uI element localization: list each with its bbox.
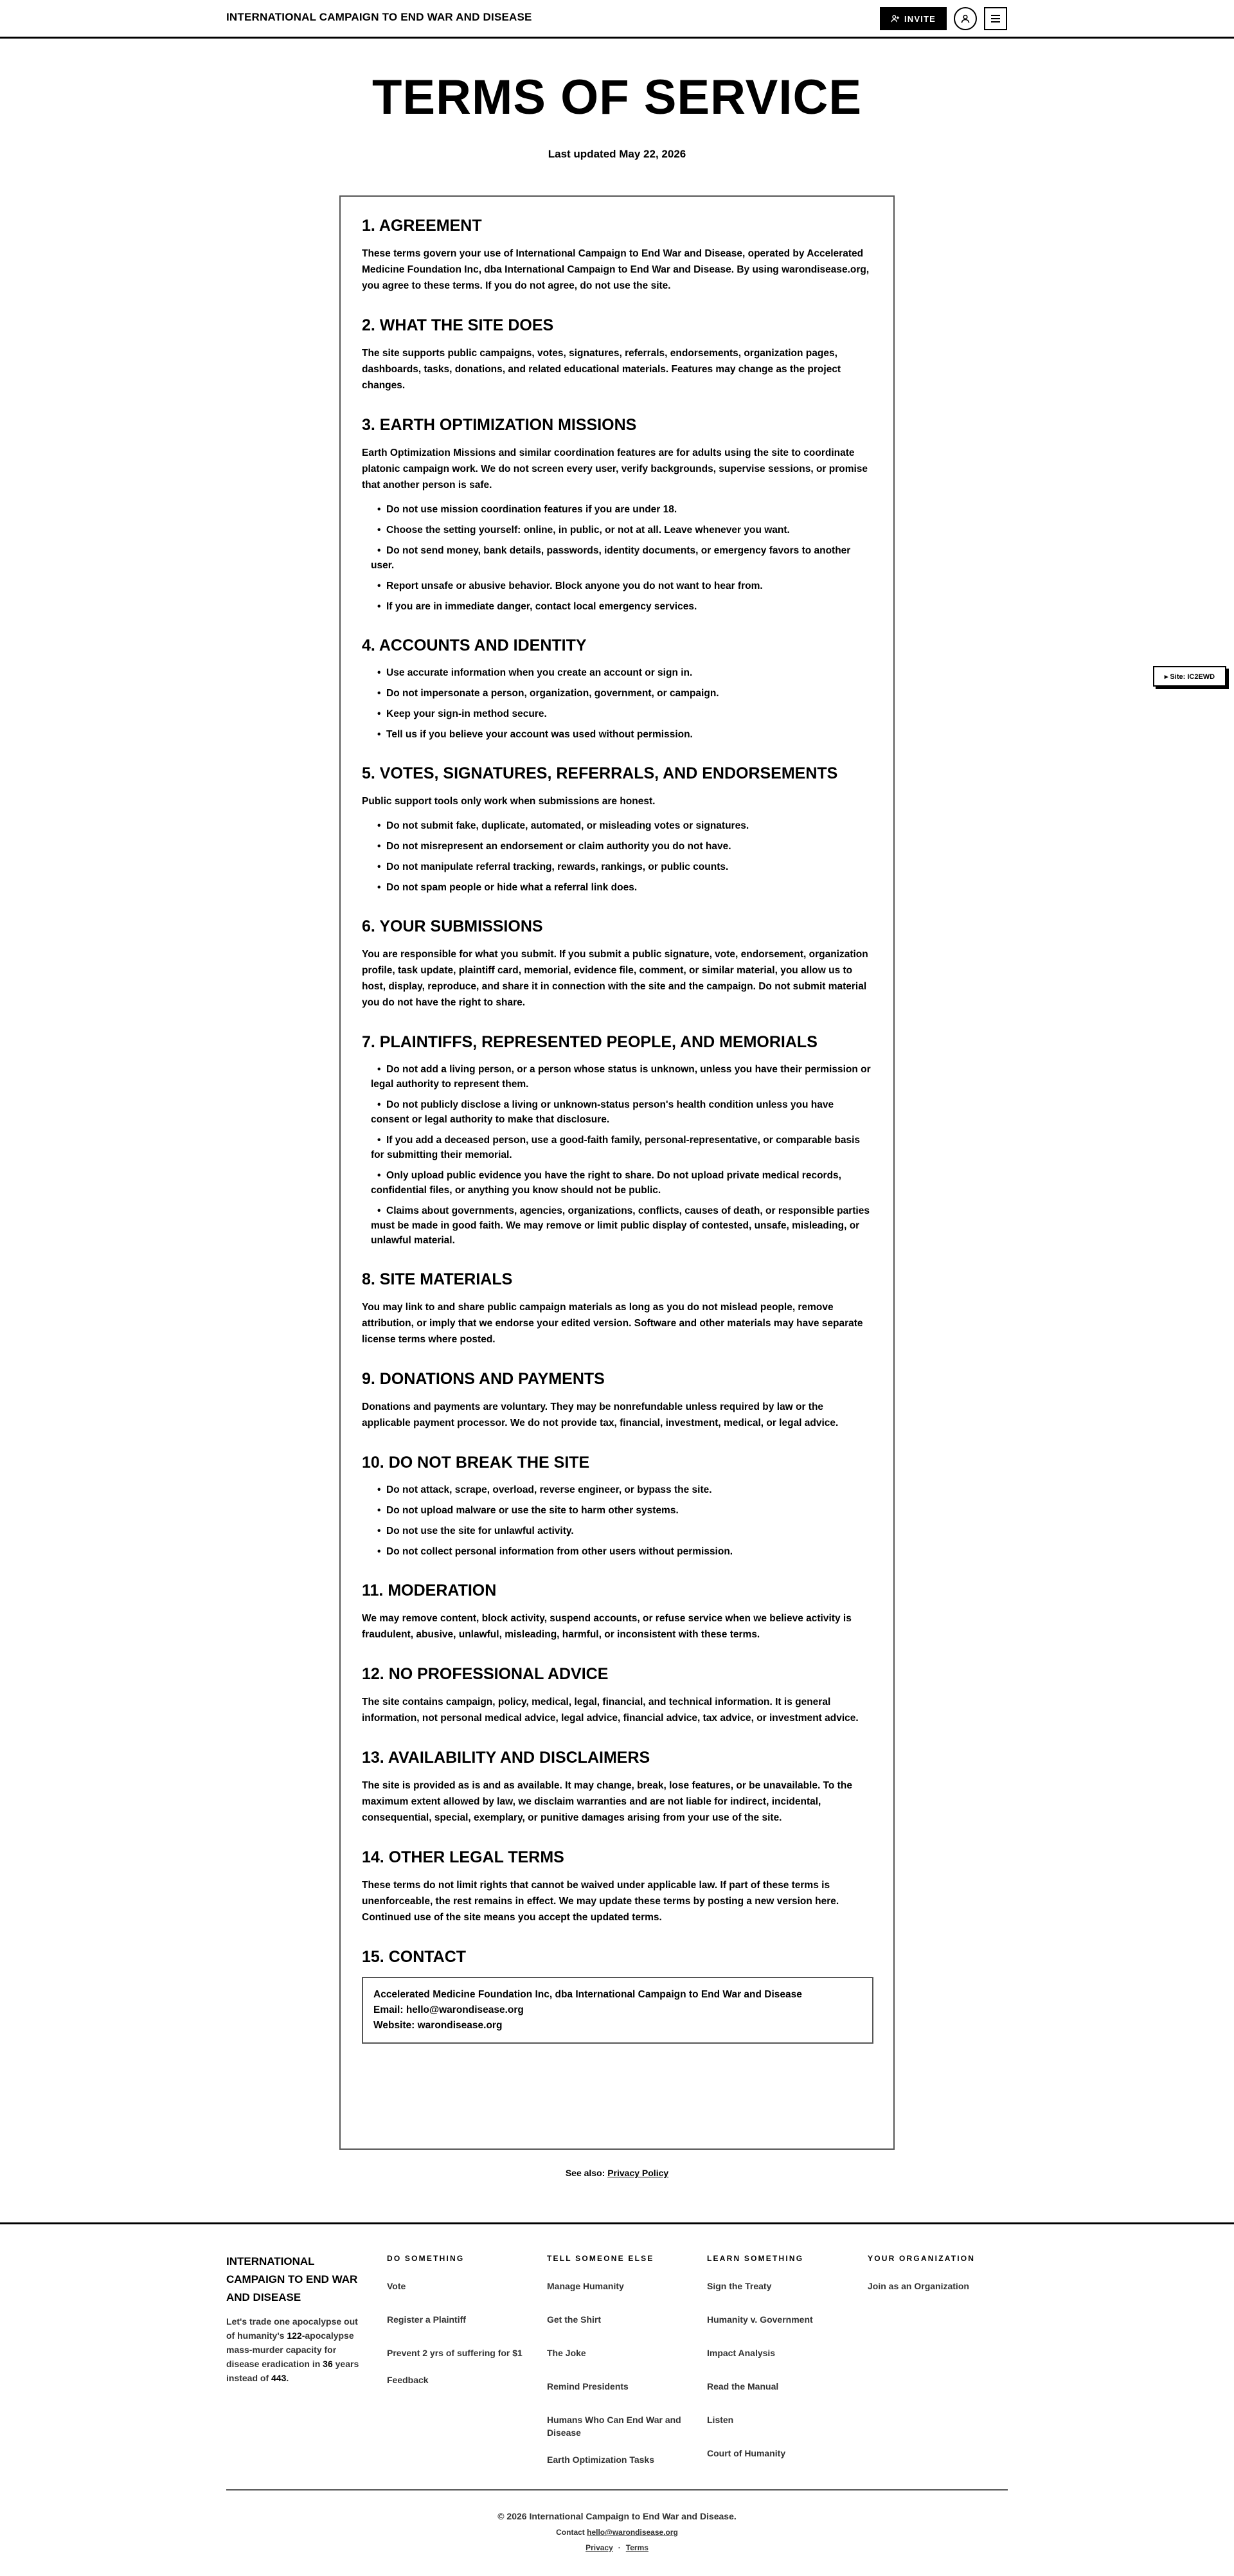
list-item: • Do not upload malware or use the site to harm other systems. [362,1503,873,1518]
list-item: • Do not submit fake, duplicate, automated, or misleading votes or signatures. [362,818,873,833]
list-item: • If you are in immediate danger, contact local emergency services. [362,599,873,614]
tagline-text: years instead of [226,2359,359,2383]
section-heading: 8. SITE MATERIALS [362,1270,513,1288]
footer-link[interactable]: Register a Plaintiff [387,2314,466,2325]
section-donations [362,1369,873,1431]
hamburger-icon [990,14,1001,23]
list-item: • Do not use mission coordination features if you are under 18. [362,502,873,517]
tagline-text: Let's trade one apocalypse out of humanity's [226,2316,358,2341]
section-do-not-break [362,1453,873,1559]
menu-button[interactable] [984,7,1007,30]
footer-contact-email[interactable]: hello@warondisease.org [587,2528,678,2537]
footer-col-your-organization [868,2254,1009,2313]
footer-contact [0,2528,1234,2537]
footer-link[interactable]: Prevent 2 yrs of suffering for $1 [387,2348,523,2358]
list-item: • Claims about governments, agencies, organizations, conflicts, causes of death, or responsible parties must be made in good faith. We may remove or limit public display of contested, unsafe, misleading, or unlawful material. [362,1203,873,1248]
tagline-text: -apocalypse mass-murder capacity for disease eradication in [226,2330,354,2369]
see-also-label: See also: [565,2168,605,2178]
site-badge[interactable]: ▸ Site: IC2EWD [1153,666,1226,687]
user-plus-icon [891,14,900,23]
terms-card [339,195,895,2150]
section-moderation [362,1581,873,1643]
section-earth-optimization [362,415,873,614]
section-no-advice [362,1664,873,1726]
tagline-number: 443 [271,2373,287,2383]
section-votes [362,764,873,895]
section-list [362,502,873,614]
list-item: • Do not spam people or hide what a referral link does. [362,880,873,895]
list-item: • Only upload public evidence you have the right to share. Do not upload private medical records, confidential files, or anything you know should not be public. [362,1168,873,1198]
section-plaintiffs [362,1032,873,1248]
invite-button[interactable] [880,7,947,30]
section-heading: 12. NO PROFESSIONAL ADVICE [362,1665,609,1683]
tagline-number: 122 [287,2330,302,2341]
list-item: • Do not collect personal information from other users without permission. [362,1544,873,1559]
invite-label: INVITE [904,14,936,24]
section-heading: 14. OTHER LEGAL TERMS [362,1848,564,1866]
footer-link[interactable]: Get the Shirt [547,2314,602,2325]
section-heading: 7. PLAINTIFFS, REPRESENTED PEOPLE, AND MEMORIALS [362,1033,818,1051]
footer-link[interactable]: Humanity v. Government [707,2314,813,2325]
section-what-the-site-does [362,316,873,393]
section-list [362,665,873,742]
footer-col-heading: TELL SOMEONE ELSE [547,2254,654,2263]
footer-link[interactable]: Court of Humanity [707,2448,786,2458]
list-item: • Choose the setting yourself: online, in public, or not at all. Leave whenever you want. [362,523,873,537]
footer-col-learn-something [707,2254,848,2480]
list-item: • Do not publicly disclose a living or unknown-status person's health condition unless you have consent or legal authority to make that disclosure. [362,1097,873,1127]
footer-brand[interactable]: INTERNATIONAL CAMPAIGN TO END WAR AND DISEASE [226,2255,358,2303]
last-updated: Last updated May 22, 2026 [548,148,686,160]
section-list [362,1482,873,1559]
footer-legal-links [0,2543,1234,2552]
footer-contact-label: Contact [556,2528,587,2537]
list-item: • Tell us if you believe your account was used without permission. [362,727,873,742]
section-heading: 6. YOUR SUBMISSIONS [362,917,543,935]
section-other-legal [362,1848,873,1925]
footer-divider [226,2489,1008,2490]
footer-link[interactable]: Feedback [387,2375,429,2385]
section-availability [362,1748,873,1826]
section-accounts [362,636,873,742]
section-body: Public support tools only work when submissions are honest. [362,796,656,807]
privacy-policy-link[interactable]: Privacy Policy [607,2168,669,2178]
section-list [362,1062,873,1248]
footer-link[interactable]: Remind Presidents [547,2381,629,2391]
footer-link[interactable]: Vote [387,2281,406,2291]
section-body: You may link to and share public campaign materials as long as you do not mislead people, remove attribution, or imply that we endorse your edited version. Software and other materials may have separate license terms where posted. [362,1302,863,1345]
footer-link[interactable]: Humans Who Can End War and Disease [547,2415,681,2438]
section-body: These terms do not limit rights that cannot be waived under applicable law. If part of these terms is unenforceable, the rest remains in effect. We may update these terms by posting a new version here. Continued use of the site means you accept the updated terms. [362,1880,839,1923]
footer-link[interactable]: Listen [707,2415,734,2425]
footer-terms-link[interactable]: Terms [625,2543,648,2552]
section-heading: 11. MODERATION [362,1581,497,1599]
contact-org: Accelerated Medicine Foundation Inc, dba International Campaign to End War and Disease [373,1989,802,2000]
section-body: The site is provided as is and as available. It may change, break, lose features, or be unavailable. To the maximum extent allowed by law, we disclaim warranties and are not liable for indirect, incidental, consequential, special, exemplary, or punitive damages arising from your use of the site. [362,1780,852,1823]
account-button[interactable] [954,7,977,30]
user-icon [960,14,970,24]
section-body: We may remove content, block activity, suspend accounts, or refuse service when we believe activity is fraudulent, abusive, unlawful, misleading, harmful, or inconsistent with these terms. [362,1613,852,1640]
section-heading: 2. WHAT THE SITE DOES [362,316,554,334]
footer-link[interactable]: Manage Humanity [547,2281,624,2291]
list-item: • If you add a deceased person, use a good-faith family, personal-representative, or comparable basis for submitting their memorial. [362,1133,873,1162]
section-site-materials [362,1270,873,1347]
list-item: • Do not send money, bank details, passwords, identity documents, or emergency favors to another user. [362,543,873,573]
list-item: • Keep your sign-in method secure. [362,707,873,721]
footer-privacy-link[interactable]: Privacy [586,2543,613,2552]
contact-website[interactable]: Website: warondisease.org [373,2020,503,2031]
contact-email[interactable]: Email: hello@warondisease.org [373,2004,524,2015]
section-heading: 9. DONATIONS AND PAYMENTS [362,1370,605,1388]
footer-link[interactable]: Join as an Organization [868,2281,969,2291]
page-title: TERMS OF SERVICE [371,70,863,125]
section-body: Earth Optimization Missions and similar coordination features are for adults using the site to coordinate platonic campaign work. We do not screen every user, verify backgrounds, supervise sessions, or promise that another person is safe. [362,447,868,491]
footer-link[interactable]: Impact Analysis [707,2348,776,2358]
section-body: The site contains campaign, policy, medical, legal, financial, and technical information. It is general information, not personal medical advice, legal advice, financial advice, tax advice, or investment advice. [362,1697,859,1724]
footer-col-heading: LEARN SOMETHING [707,2254,804,2263]
see-also [0,2168,1234,2178]
tagline-number: 36 [323,2359,333,2369]
section-heading: 4. ACCOUNTS AND IDENTITY [362,636,587,654]
footer-separator: · [618,2543,621,2552]
footer-link[interactable]: The Joke [547,2348,586,2358]
footer-copyright: © 2026 International Campaign to End War and Disease. [497,2511,737,2521]
footer-tagline [226,2314,361,2385]
section-agreement [362,216,873,294]
section-body: The site supports public campaigns, votes, signatures, referrals, endorsements, organization pages, dashboards, tasks, donations, and related educational materials. Features may change as the project changes. [362,348,841,391]
section-heading: 15. CONTACT [362,1948,467,1966]
section-heading: 5. VOTES, SIGNATURES, REFERRALS, AND ENDORSEMENTS [362,764,838,782]
section-heading: 13. AVAILABILITY AND DISCLAIMERS [362,1749,650,1767]
list-item: • Do not add a living person, or a person whose status is unknown, unless you have their permission or legal authority to represent them. [362,1062,873,1092]
footer-link[interactable]: Sign the Treaty [707,2281,772,2291]
section-contact [362,1947,873,2044]
footer-col-heading: DO SOMETHING [387,2254,465,2263]
list-item: • Do not misrepresent an endorsement or claim authority you do not have. [362,839,873,854]
section-heading: 1. AGREEMENT [362,217,482,235]
contact-box [362,1977,873,2044]
footer-link[interactable]: Earth Optimization Tasks [547,2454,654,2465]
section-body: These terms govern your use of International Campaign to End War and Disease, operated by Accelerated Medicine Foundation Inc, dba International Campaign to End War and Disease. By using warondisease.org, you agree to these terms. If you do not agree, do not use the site. [362,248,870,291]
section-body: Donations and payments are voluntary. They may be nonrefundable unless required by law or the applicable payment processor. We do not provide tax, financial, investment, medical, or legal advice. [362,1401,839,1428]
section-heading: 10. DO NOT BREAK THE SITE [362,1454,590,1472]
footer-col-tell-someone [547,2254,688,2487]
list-item: • Report unsafe or abusive behavior. Block anyone you do not want to hear from. [362,579,873,593]
footer-link[interactable]: Read the Manual [707,2381,779,2391]
list-item: • Do not attack, scrape, overload, reverse engineer, or bypass the site. [362,1482,873,1497]
footer-col-do-something [387,2254,528,2407]
list-item: • Do not use the site for unlawful activity. [362,1524,873,1538]
tagline-text: . [286,2373,289,2383]
section-submissions [362,917,873,1011]
section-list [362,818,873,895]
list-item: • Use accurate information when you create an account or sign in. [362,665,873,680]
site-footer [0,2222,1234,2576]
section-heading: 3. EARTH OPTIMIZATION MISSIONS [362,416,637,434]
list-item: • Do not manipulate referral tracking, rewards, rankings, or public counts. [362,860,873,874]
list-item: • Do not impersonate a person, organization, government, or campaign. [362,686,873,701]
section-body: You are responsible for what you submit. If you submit a public signature, vote, endorsement, organization profile, task update, plaintiff card, memorial, evidence file, comment, or similar material, you allow us to host, display, reproduce, and share it in connection with the site and the campaign. Do not submit material you do not have the right to share. [362,949,868,1008]
footer-col-heading: YOUR ORGANIZATION [868,2254,976,2263]
site-header [0,0,1234,39]
site-brand[interactable]: INTERNATIONAL CAMPAIGN TO END WAR AND DISEASE [226,11,532,23]
